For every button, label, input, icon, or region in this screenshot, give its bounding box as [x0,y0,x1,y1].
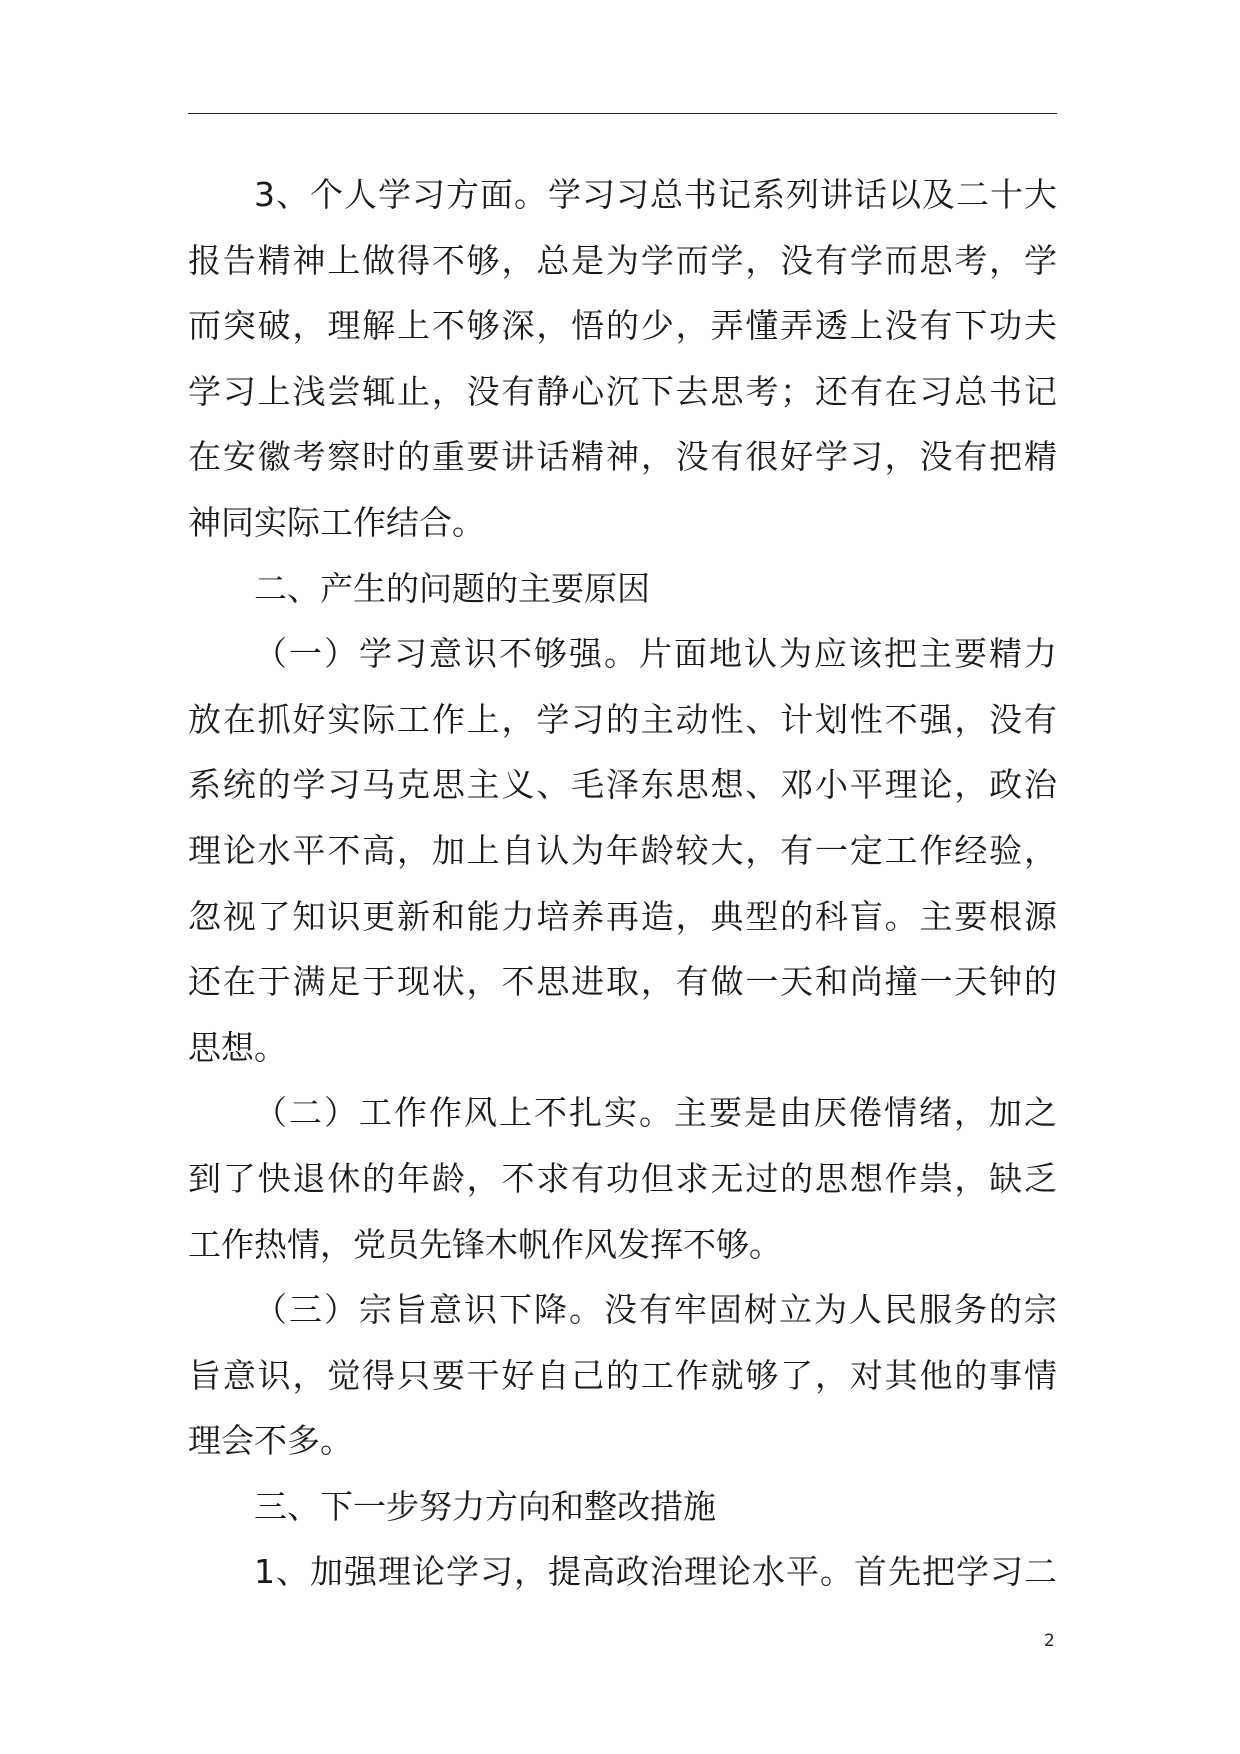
text-line: 理论水平不高，加上自认为年龄较大，有一定工作经验， [188,830,1057,870]
text-line: 学习上浅尝辄止，没有静心沉下去思考；还有在习总书记 [188,371,1057,411]
text-line: 工作热情，党员先锋木帆作风发挥不够。 [188,1224,782,1264]
section-heading-measures [188,1474,1057,1540]
text-line: 放在抓好实际工作上，学习的主动性、计划性不强，没有 [188,699,1057,739]
text-line: 系统的学习马克思主义、毛泽东思想、邓小平理论，政治 [188,765,1057,805]
page-number: 2 [1044,1631,1055,1651]
text-line: 神同实际工作结合。 [188,502,485,542]
document-body [188,162,1057,1605]
paragraph-study-awareness [188,621,1057,1080]
text-line: （一）学习意识不够强。片面地认为应该把主要精力 [254,634,1057,674]
paragraph-purpose-awareness [188,1277,1057,1474]
text-line: （三）宗旨意识下降。没有牢固树立为人民服务的宗 [254,1290,1057,1330]
section-heading-causes [188,556,1057,622]
text-line: 报告精神上做得不够，总是为学而学，没有学而思考，学 [188,240,1057,280]
text-line: 到了快退休的年龄，不求有功但求无过的思想作祟，缺乏 [188,1158,1057,1198]
text-line: 在安徽考察时的重要讲话精神，没有很好学习，没有把精 [188,437,1057,477]
text-line: （二）工作作风上不扎实。主要是由厌倦情绪，加之 [254,1093,1057,1133]
header-rule [188,113,1057,114]
heading-text: 二、产生的问题的主要原因 [254,568,650,608]
text-line: 忽视了知识更新和能力培养再造，典型的科盲。主要根源 [188,896,1057,936]
paragraph-theory-study [188,1539,1057,1605]
text-line: 思想。 [188,1027,287,1067]
text-line: 而突破，理解上不够深，悟的少，弄懂弄透上没有下功夫 [188,306,1057,346]
text-line: 理会不多。 [188,1421,353,1461]
heading-text: 三、下一步努力方向和整改措施 [254,1486,716,1526]
text-line: 1、加强理论学习，提高政治理论水平。首先把学习二 [254,1552,1057,1592]
text-line: 旨意识，觉得只要干好自己的工作就够了，对其他的事情 [188,1355,1057,1395]
paragraph-personal-study [188,162,1057,556]
text-line: 3、个人学习方面。学习习总书记系列讲话以及二十大 [254,175,1057,214]
paragraph-work-style [188,1080,1057,1277]
text-line: 还在于满足于现状，不思进取，有做一天和尚撞一天钟的 [188,962,1057,1002]
